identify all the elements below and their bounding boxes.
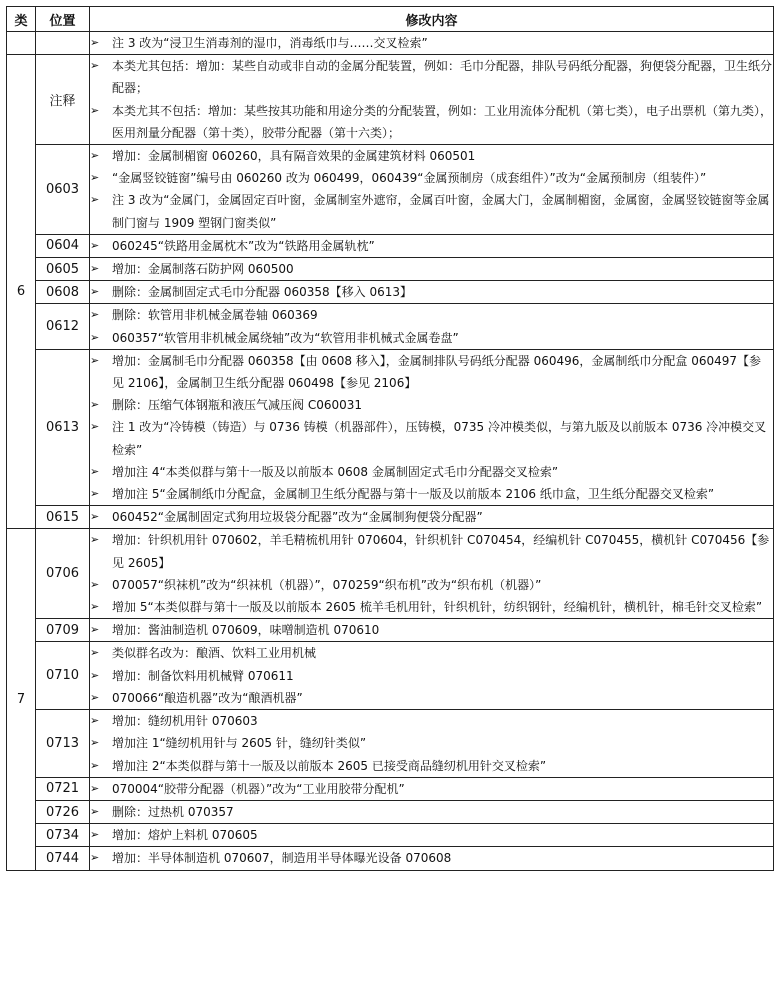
- change-text: 增加：制备饮料用机械臂 070611: [112, 668, 294, 683]
- position-cell: 0612: [36, 304, 90, 349]
- table-row: [7, 710, 774, 778]
- change-item: [90, 596, 773, 618]
- arrow-bullet-icon: ➢: [90, 330, 100, 344]
- change-item: [90, 824, 773, 846]
- header-position: 位置: [36, 7, 90, 32]
- change-text: 增加：金属制楣窗 060260，具有隔音效果的金属建筑材料 060501: [112, 149, 476, 164]
- change-item: [90, 619, 773, 641]
- arrow-bullet-icon: ➢: [90, 851, 100, 865]
- arrow-bullet-icon: ➢: [90, 285, 100, 299]
- change-item: [90, 167, 773, 189]
- position-cell: 0615: [36, 506, 90, 529]
- change-text: 060245“铁路用金属枕木”改为“铁路用金属轨枕”: [112, 238, 375, 253]
- change-text: 本类尤其不包括：增加：某些按其功能和用途分类的分配装置，例如：工业用流体分配机（第七类），电子出票机（第九类），医用剂量分配器（第十类），胶带分配器（第十六类）；: [112, 103, 773, 140]
- change-item: [90, 258, 773, 280]
- table-row: [7, 529, 774, 619]
- change-item: [90, 665, 773, 687]
- table-row: [7, 258, 774, 281]
- change-text: 删除：过热机 070357: [112, 804, 234, 819]
- position-cell: 0734: [36, 824, 90, 847]
- position-cell: 0721: [36, 777, 90, 800]
- header-row: [7, 7, 774, 32]
- change-text: 注 3 改为“金属门，金属固定百叶窗，金属制室外遮帘，金属百叶窗，金属大门，金属制楣窗，金属窗，金属竖铰链窗等金属制门窗与 1909 塑钢门窗类似”: [112, 193, 770, 230]
- change-text: 070004“胶带分配器（机器）”改为“工业用胶带分配机”: [112, 781, 405, 796]
- change-item: [90, 394, 773, 416]
- arrow-bullet-icon: ➢: [90, 714, 100, 728]
- content-cell: [90, 234, 774, 257]
- table-row: [7, 619, 774, 642]
- position-cell: 0744: [36, 847, 90, 870]
- change-item: [90, 189, 773, 233]
- change-item: [90, 304, 773, 326]
- position-cell: 0603: [36, 145, 90, 235]
- class-cell: 7: [7, 529, 36, 870]
- change-item: [90, 778, 773, 800]
- change-text: 删除：压缩气体钢瓶和液压气减压阀 C060031: [112, 398, 363, 413]
- change-text: 删除：金属制固定式毛巾分配器 060358【移入 0613】: [112, 285, 412, 300]
- table-row: [7, 824, 774, 847]
- change-item: [90, 642, 773, 664]
- change-item: [90, 145, 773, 167]
- change-item: [90, 732, 773, 754]
- arrow-bullet-icon: ➢: [90, 690, 100, 704]
- position-cell: 注释: [36, 55, 90, 145]
- change-item: [90, 235, 773, 257]
- arrow-bullet-icon: ➢: [90, 577, 100, 591]
- table-row: [7, 32, 774, 55]
- content-cell: [90, 349, 774, 505]
- content-cell: [90, 281, 774, 304]
- position-cell: 0605: [36, 258, 90, 281]
- table-row: [7, 506, 774, 529]
- arrow-bullet-icon: ➢: [90, 149, 100, 163]
- content-cell: [90, 506, 774, 529]
- table-row: [7, 304, 774, 349]
- table-row: [7, 145, 774, 235]
- arrow-bullet-icon: ➢: [90, 533, 100, 547]
- change-item: [90, 529, 773, 573]
- change-text: 增加：金属制毛巾分配器 060358【由 0608 移入】，金属制排队号码纸分配器 060496，金属制纸巾分配盒 060497【参见 2106】，金属制卫生纸分配器 060498【参见 2106】: [112, 353, 762, 391]
- change-text: 注 3 改为“浸卫生消毒剂的湿巾，消毒纸巾与……交叉检索”: [112, 36, 428, 50]
- arrow-bullet-icon: ➢: [90, 353, 100, 367]
- change-item: [90, 687, 773, 709]
- table-row: [7, 349, 774, 505]
- table-body: [7, 32, 774, 871]
- change-item: [90, 847, 773, 869]
- arrow-bullet-icon: ➢: [90, 487, 100, 501]
- position-cell: 0604: [36, 234, 90, 257]
- arrow-bullet-icon: ➢: [90, 464, 100, 478]
- arrow-bullet-icon: ➢: [90, 600, 100, 614]
- arrow-bullet-icon: ➢: [90, 308, 100, 322]
- change-text: 增加注 2“本类似群与第十一版及以前版本 2605 已接受商品缝纫机用针交叉检索”: [112, 758, 547, 773]
- arrow-bullet-icon: ➢: [90, 238, 100, 252]
- content-cell: [90, 145, 774, 235]
- content-cell: [90, 55, 774, 145]
- table-row: [7, 642, 774, 710]
- change-item: [90, 506, 773, 528]
- change-item: [90, 416, 773, 460]
- header-class: 类: [7, 7, 36, 32]
- change-item: [90, 755, 773, 777]
- change-text: 增加注 4“本类似群与第十一版及以前版本 0608 金属制固定式毛巾分配器交叉检索”: [112, 464, 559, 479]
- arrow-bullet-icon: ➢: [90, 623, 100, 637]
- arrow-bullet-icon: ➢: [90, 398, 100, 412]
- change-item: [90, 483, 773, 505]
- content-cell: [90, 847, 774, 870]
- content-cell: [90, 32, 774, 55]
- content-cell: [90, 642, 774, 710]
- arrow-bullet-icon: ➢: [90, 103, 100, 117]
- change-item: [90, 281, 773, 303]
- arrow-bullet-icon: ➢: [90, 36, 100, 49]
- change-text: 本类尤其包括：增加：某些自动或非自动的金属分配装置，例如：毛巾分配器，排队号码纸分配器，狗便袋分配器，卫生纸分配器；: [112, 59, 773, 96]
- position-cell: 0713: [36, 710, 90, 778]
- table-row: [7, 55, 774, 145]
- change-text: 增加注 1“缝纫机用针与 2605 针，缝纫针类似”: [112, 736, 367, 751]
- table-row: [7, 234, 774, 257]
- position-cell: 0613: [36, 349, 90, 505]
- arrow-bullet-icon: ➢: [90, 668, 100, 682]
- position-cell: 0726: [36, 800, 90, 823]
- position-cell: 0608: [36, 281, 90, 304]
- change-item: [90, 100, 773, 144]
- arrow-bullet-icon: ➢: [90, 59, 100, 73]
- arrow-bullet-icon: ➢: [90, 171, 100, 185]
- arrow-bullet-icon: ➢: [90, 758, 100, 772]
- change-text: 注 1 改为“冷铸模（铸造）与 0736 铸模（机器部件），压铸模，0735 冷冲模类似，与第九版及以前版本 0736 冷冲模交叉检索”: [112, 420, 767, 457]
- arrow-bullet-icon: ➢: [90, 804, 100, 818]
- class-cell: 6: [7, 55, 36, 529]
- content-cell: [90, 800, 774, 823]
- change-text: 060452“金属制固定式狗用垃圾袋分配器”改为“金属制狗便袋分配器”: [112, 510, 483, 525]
- change-item: [90, 55, 773, 99]
- content-cell: [90, 258, 774, 281]
- change-text: 增加 5“本类似群与第十一版及以前版本 2605 梳羊毛机用针，针织机针，纺织钢针，经编机针，横机针，棉毛针交叉检索”: [112, 600, 763, 615]
- table-row: [7, 281, 774, 304]
- change-item: [90, 461, 773, 483]
- change-text: 增加：缝纫机用针 070603: [112, 714, 258, 729]
- content-cell: [90, 710, 774, 778]
- change-text: 070057“织袜机”改为“织袜机（机器）”，070259“织布机”改为“织布机（机器）”: [112, 577, 542, 592]
- change-item: [90, 350, 773, 394]
- change-item: [90, 710, 773, 732]
- change-text: 070066“酿造机器”改为“酿酒机器”: [112, 690, 303, 705]
- table-row: [7, 800, 774, 823]
- change-text: 类似群名改为：酿酒、饮料工业用机械: [112, 646, 317, 661]
- table-row: [7, 847, 774, 870]
- change-item: [90, 801, 773, 823]
- arrow-bullet-icon: ➢: [90, 420, 100, 434]
- change-text: 增加：金属制落石防护网 060500: [112, 262, 294, 277]
- position-cell: [36, 32, 90, 55]
- table-row: [7, 777, 774, 800]
- position-cell: 0710: [36, 642, 90, 710]
- arrow-bullet-icon: ➢: [90, 781, 100, 795]
- arrow-bullet-icon: ➢: [90, 736, 100, 750]
- content-cell: [90, 824, 774, 847]
- arrow-bullet-icon: ➢: [90, 646, 100, 660]
- position-cell: 0706: [36, 529, 90, 619]
- change-text: 删除：软管用非机械金属卷轴 060369: [112, 308, 318, 323]
- position-cell: 0709: [36, 619, 90, 642]
- change-item: [90, 32, 773, 54]
- arrow-bullet-icon: ➢: [90, 828, 100, 842]
- class-cell: [7, 32, 36, 55]
- arrow-bullet-icon: ➢: [90, 510, 100, 524]
- arrow-bullet-icon: ➢: [90, 193, 100, 207]
- arrow-bullet-icon: ➢: [90, 262, 100, 276]
- change-text: 增加：熔炉上料机 070605: [112, 828, 258, 843]
- change-item: [90, 574, 773, 596]
- change-text: 增加：针织机用针 070602，羊毛精梳机用针 070604，针织机针 C070454，经编机针 C070455，横机针 C070456【参见 2605】: [112, 533, 770, 570]
- content-cell: [90, 619, 774, 642]
- change-text: 增加注 5“金属制纸巾分配盒，金属制卫生纸分配器与第十一版及以前版本 2106 纸巾盒，卫生纸分配器交叉检索”: [112, 487, 715, 502]
- change-item: [90, 327, 773, 349]
- revision-table: [6, 6, 774, 871]
- change-text: 增加：半导体制造机 070607，制造用半导体曝光设备 070608: [112, 851, 452, 866]
- content-cell: [90, 529, 774, 619]
- content-cell: [90, 304, 774, 349]
- content-cell: [90, 777, 774, 800]
- header-content: 修改内容: [90, 7, 774, 32]
- change-text: 060357“软管用非机械金属绕轴”改为“软管用非机械式金属卷盘”: [112, 330, 459, 345]
- change-text: 增加：酱油制造机 070609，味噌制造机 070610: [112, 623, 380, 638]
- change-text: “金属竖铰链窗”编号由 060260 改为 060499，060439“金属预制房（成套组件）”改为“金属预制房（组装件）”: [112, 171, 707, 186]
